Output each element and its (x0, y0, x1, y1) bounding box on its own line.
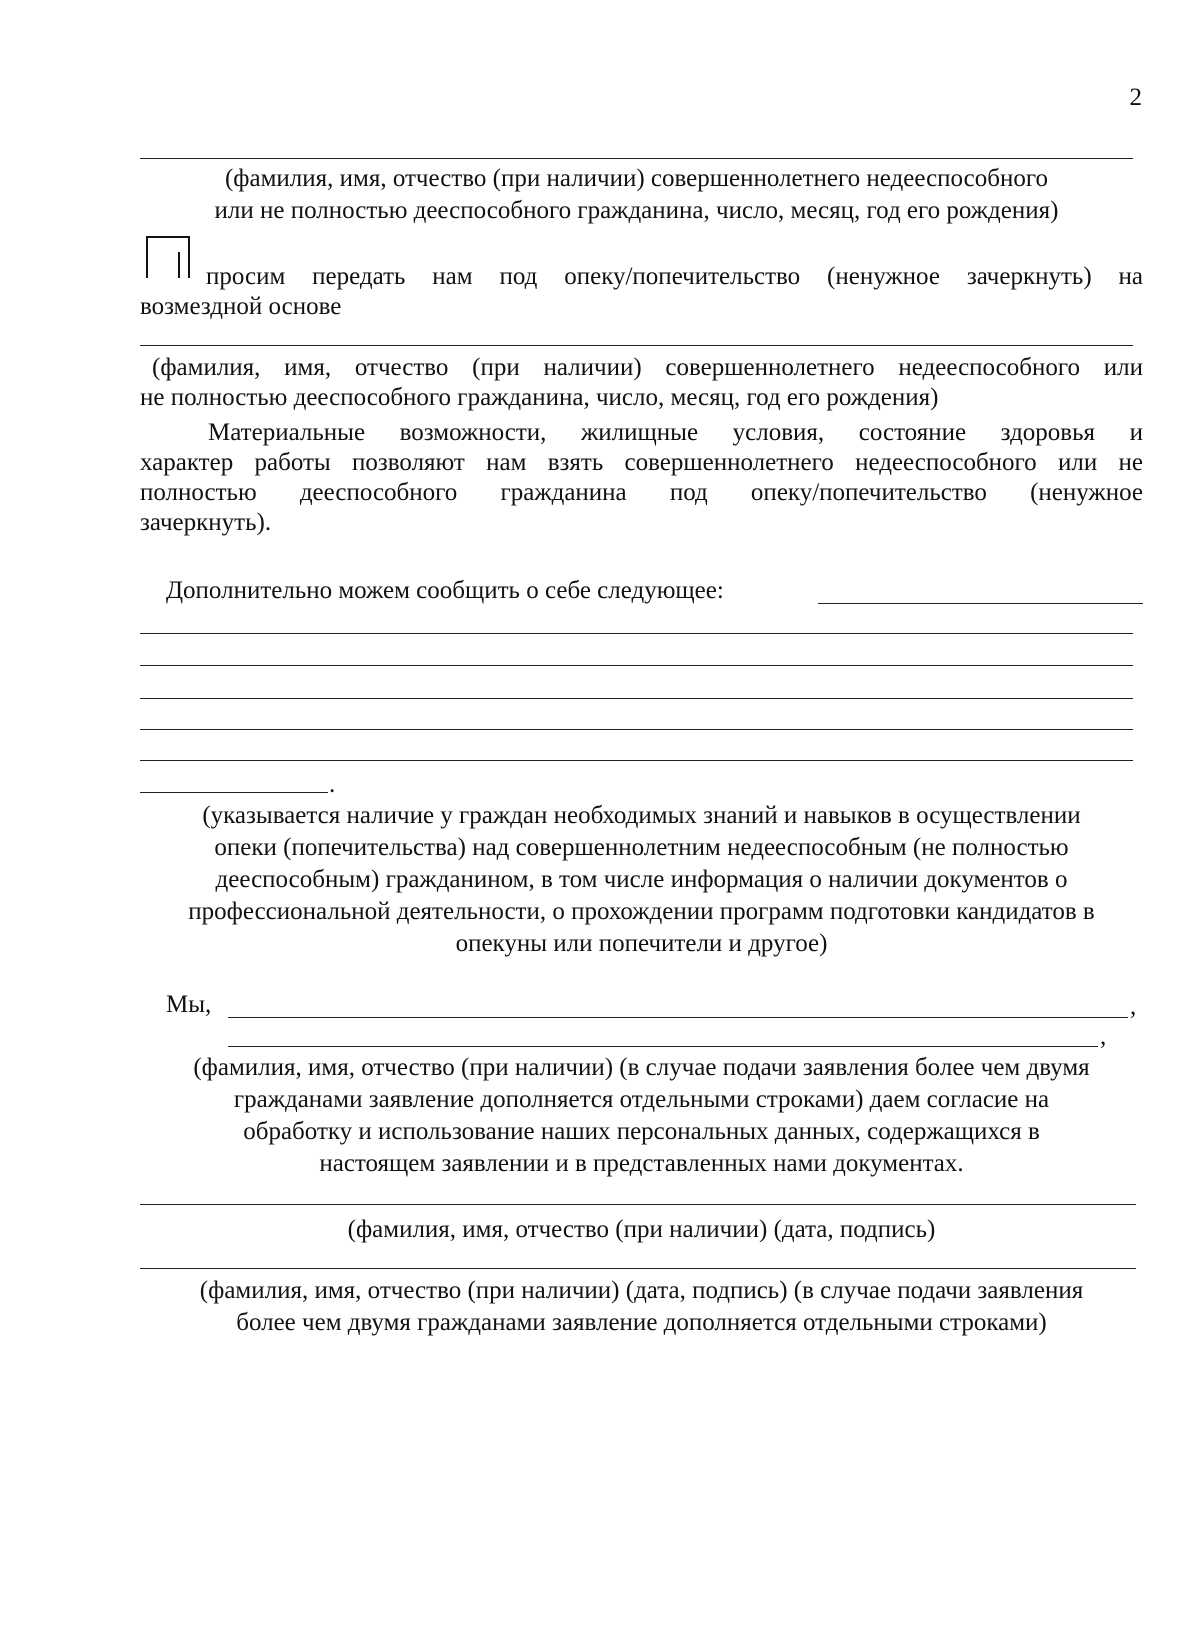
signature-caption-2 (140, 1275, 1143, 1339)
material-line-1: Материальные возможности, жилищные условия, состояние здоровья и (208, 419, 1143, 446)
additional-input-line-1[interactable] (140, 633, 1133, 634)
material-line-2: характер работы позволяют нам взять совершеннолетнего недееспособного или не (140, 449, 1143, 476)
caption-line: (фамилия, имя, отчество (при наличии) (в случае подачи заявления более чем двумя (193, 1054, 1090, 1081)
material-line-4: зачеркнуть). (140, 509, 272, 536)
caption-line: (фамилия, имя, отчество (при наличии) (дата, подпись) (в случае подачи заявления (199, 1277, 1084, 1304)
caption-line: или не полностью дееспособного гражданина, число, месяц, год его рождения) (214, 197, 1059, 224)
caption-line: более чем двумя гражданами заявление дополняется отдельными строками) (236, 1309, 1047, 1336)
material-line-3: полностью дееспособного гражданина под опеку/попечительство (ненужное (140, 479, 1143, 506)
additional-input-line-2[interactable] (140, 665, 1133, 666)
material-paragraph (140, 418, 1143, 538)
additional-label: Дополнительно можем сообщить о себе следующее: (166, 577, 724, 604)
caption-line: опеки (попечительства) над совершеннолетним недееспособным (не полностью (214, 834, 1069, 861)
consent-caption (140, 1052, 1143, 1180)
consent-name-line-2[interactable] (228, 1046, 1098, 1047)
caption-line: дееспособным) гражданином, в том числе информация о наличии документов о (215, 866, 1068, 893)
request-line-2: возмездной основе (140, 293, 342, 320)
caption-line: (фамилия, имя, отчество (при наличии) совершеннолетнего недееспособного или (152, 354, 1143, 381)
caption-line: (указывается наличие у граждан необходимых знаний и навыков в осуществлении (202, 802, 1081, 829)
additional-end-dot: . (329, 771, 336, 798)
signature-line-1[interactable] (140, 1204, 1136, 1205)
ward-name-caption (140, 163, 1133, 227)
additional-input-line-0[interactable] (818, 603, 1143, 604)
caption-line: обработку и использование наших персональных данных, содержащихся в (243, 1118, 1040, 1145)
ward-name-line-2[interactable] (140, 345, 1133, 346)
additional-input-line-5[interactable] (140, 760, 1133, 761)
page-number: 2 (1129, 84, 1142, 111)
additional-input-line-3[interactable] (140, 698, 1133, 699)
caption-line: профессиональной деятельности, о прохождении программ подготовки кандидатов в (188, 898, 1095, 925)
signature-caption-1: (фамилия, имя, отчество (при наличии) (дата, подпись) (347, 1216, 936, 1243)
request-line-1: просим передать нам под опеку/попечительство (ненужное зачеркнуть) на (206, 263, 1143, 290)
ward-name-line[interactable] (140, 158, 1133, 159)
caption-line: (фамилия, имя, отчество (при наличии) совершеннолетнего недееспособного (224, 165, 1049, 192)
consent-name-line-1[interactable] (228, 1017, 1128, 1018)
consent-comma-2: , (1100, 1023, 1107, 1050)
request-text (140, 262, 1143, 322)
consent-comma-1: , (1130, 993, 1137, 1020)
caption-line: настоящем заявлении и в представленных нами документах. (319, 1150, 964, 1177)
consent-we-label: Мы, (166, 991, 212, 1018)
caption-line: опекуны или попечители и другое) (455, 930, 828, 957)
caption-line: не полностью дееспособного гражданина, число, месяц, год его рождения) (140, 384, 939, 411)
caption-line: гражданами заявление дополняется отдельными строками) даем согласие на (233, 1086, 1050, 1113)
additional-input-line-6[interactable] (140, 792, 328, 793)
ward-name-caption-2 (140, 353, 1143, 413)
signature-line-2[interactable] (140, 1268, 1136, 1269)
additional-caption (140, 800, 1143, 960)
additional-input-line-4[interactable] (140, 729, 1133, 730)
